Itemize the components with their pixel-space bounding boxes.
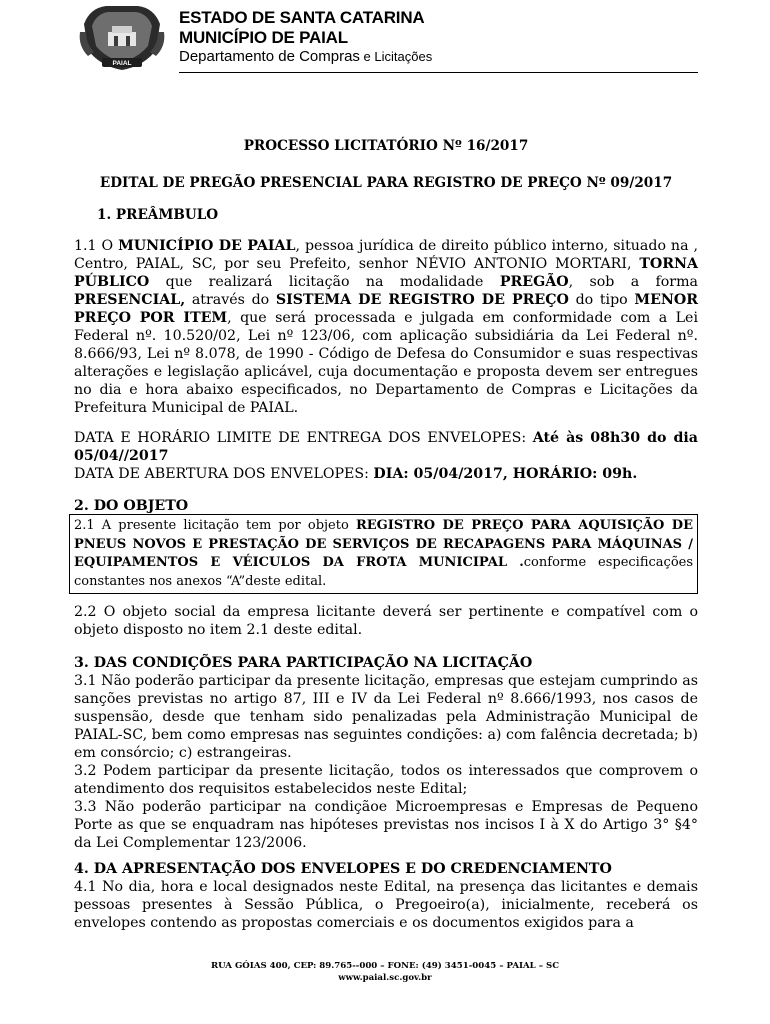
conditions-paragraphs	[74, 672, 698, 852]
svg-text:PAIAL: PAIAL	[112, 60, 132, 67]
municipal-crest-logo	[78, 2, 166, 72]
paragraph-4-1: 4.1 No dia, hora e local designados neste Edital, na presença das licitantes e demais pessoas presentes à Sessão Pública, o Pregoeiro(a), inicialmente, receberá os envelopes contendo as propostas comerciais e os documentos exigidos para a	[74, 879, 698, 931]
process-title: PROCESSO LICITATÓRIO Nº 16/2017	[243, 138, 529, 154]
department-name: Departamento de Compras e Licitações	[179, 48, 433, 65]
footer-address: RUA GÓIAS 400, CEP: 89.765--000 – FONE: (49) 3451-0045 – PAIAL – SC	[210, 961, 560, 971]
object-paragraph-2-2: 2.2 O objeto social da empresa licitante deverá ser pertinente e compatível com o objeto disposto no item 2.1 deste edital.	[74, 604, 698, 638]
paragraph-3-1: 3.1 Não poderão participar da presente licitação, empresas que estejam cumprindo as sanções previstas no artigo 87, III e IV da Lei Federal nº 8.666/1993, nos casos de suspensão, desde que tenham sido penalizadas pela Administração Municipal de PAIAL-SC, bem como empresas nas seguintes condições: a) com falência decretada; b) em consórcio; c) estrangeiras.	[74, 673, 698, 761]
section-3-heading: 3. DAS CONDIÇÕES PARA PARTICIPAÇÃO NA LICITAÇÃO	[74, 655, 533, 671]
edital-title: EDITAL DE PREGÃO PRESENCIAL PARA REGISTRO DE PREÇO Nº 09/2017	[99, 175, 673, 191]
letterhead	[78, 2, 698, 74]
letterhead-text	[179, 8, 432, 66]
page-footer	[0, 960, 770, 984]
header-divider	[179, 72, 698, 73]
preambulo-paragraph: 1.1 O MUNICÍPIO DE PAIAL, pessoa jurídica de direito público interno, situado na , Centro, PAIAL, SC, por seu Prefeito, senhor NÉVIO ANTONIO MORTARI, TORNA PÚBLICO que realizará licitação na modalidade PREGÃO, sob a forma PRESENCIAL, através do SISTEMA DE REGISTRO DE PREÇO do tipo MENOR PREÇO POR ITEM, que será processada e julgada em conformidade com a Lei Federal nº. 10.520/02, Lei nº 123/06, com aplicação subsidiária da Lei Federal nº. 8.666/93, Lei nº 8.078, de 1990 - Código de Defesa do Consumidor e suas respectivas alterações e legislação aplicável, cuja documentação e proposta devem ser entregues no dia e hora abaixo especificados, no Departamento de Compras e Licitações da Prefeitura Municipal de PAIAL.	[74, 238, 699, 416]
paragraph-3-2: 3.2 Podem participar da presente licitação, todos os interessados que comprovem o atendimento dos requisitos estabelecidos neste Edital;	[74, 763, 698, 797]
delivery-deadline: DATA E HORÁRIO LIMITE DE ENTREGA DOS ENVELOPES: Até às 08h30 do dia 05/04//2017 DATA DE ABERTURA DOS ENVELOPES: DIA: 05/04/2017, HORÁRIO: 09h.	[74, 430, 698, 482]
section-4-heading: 4. DA APRESENTAÇÃO DOS ENVELOPES E DO CREDENCIAMENTO	[74, 861, 612, 877]
section-1-heading: 1. PREÂMBULO	[97, 207, 219, 223]
state-name: ESTADO DE SANTA CATARINA	[179, 8, 425, 27]
municipality-name: MUNICÍPIO DE PAIAL	[179, 28, 348, 47]
paragraph-3-3: 3.3 Não poderão participar na condiçãoe Microempresas e Empresas de Pequeno Porte as que se enquadram nas hipóteses previstas nos incisos I à X do Artigo 3° §4° da Lei Complementar 123/2006.	[74, 799, 698, 851]
object-box: 2.1 A presente licitação tem por objeto REGISTRO DE PREÇO PARA AQUISIÇÃO DE PNEUS NOVOS E PRESTAÇÃO DE SERVIÇOS DE RECAPAGENS PARA MÁQUINAS / EQUIPAMENTOS E VÉICULOS DA FROTA MUNICIPAL .conforme especificações constantes nos anexos “A”deste edital.	[69, 514, 698, 594]
section-2-heading: 2. DO OBJETO	[74, 498, 189, 514]
footer-website: www.paial.sc.gov.br	[338, 973, 432, 983]
